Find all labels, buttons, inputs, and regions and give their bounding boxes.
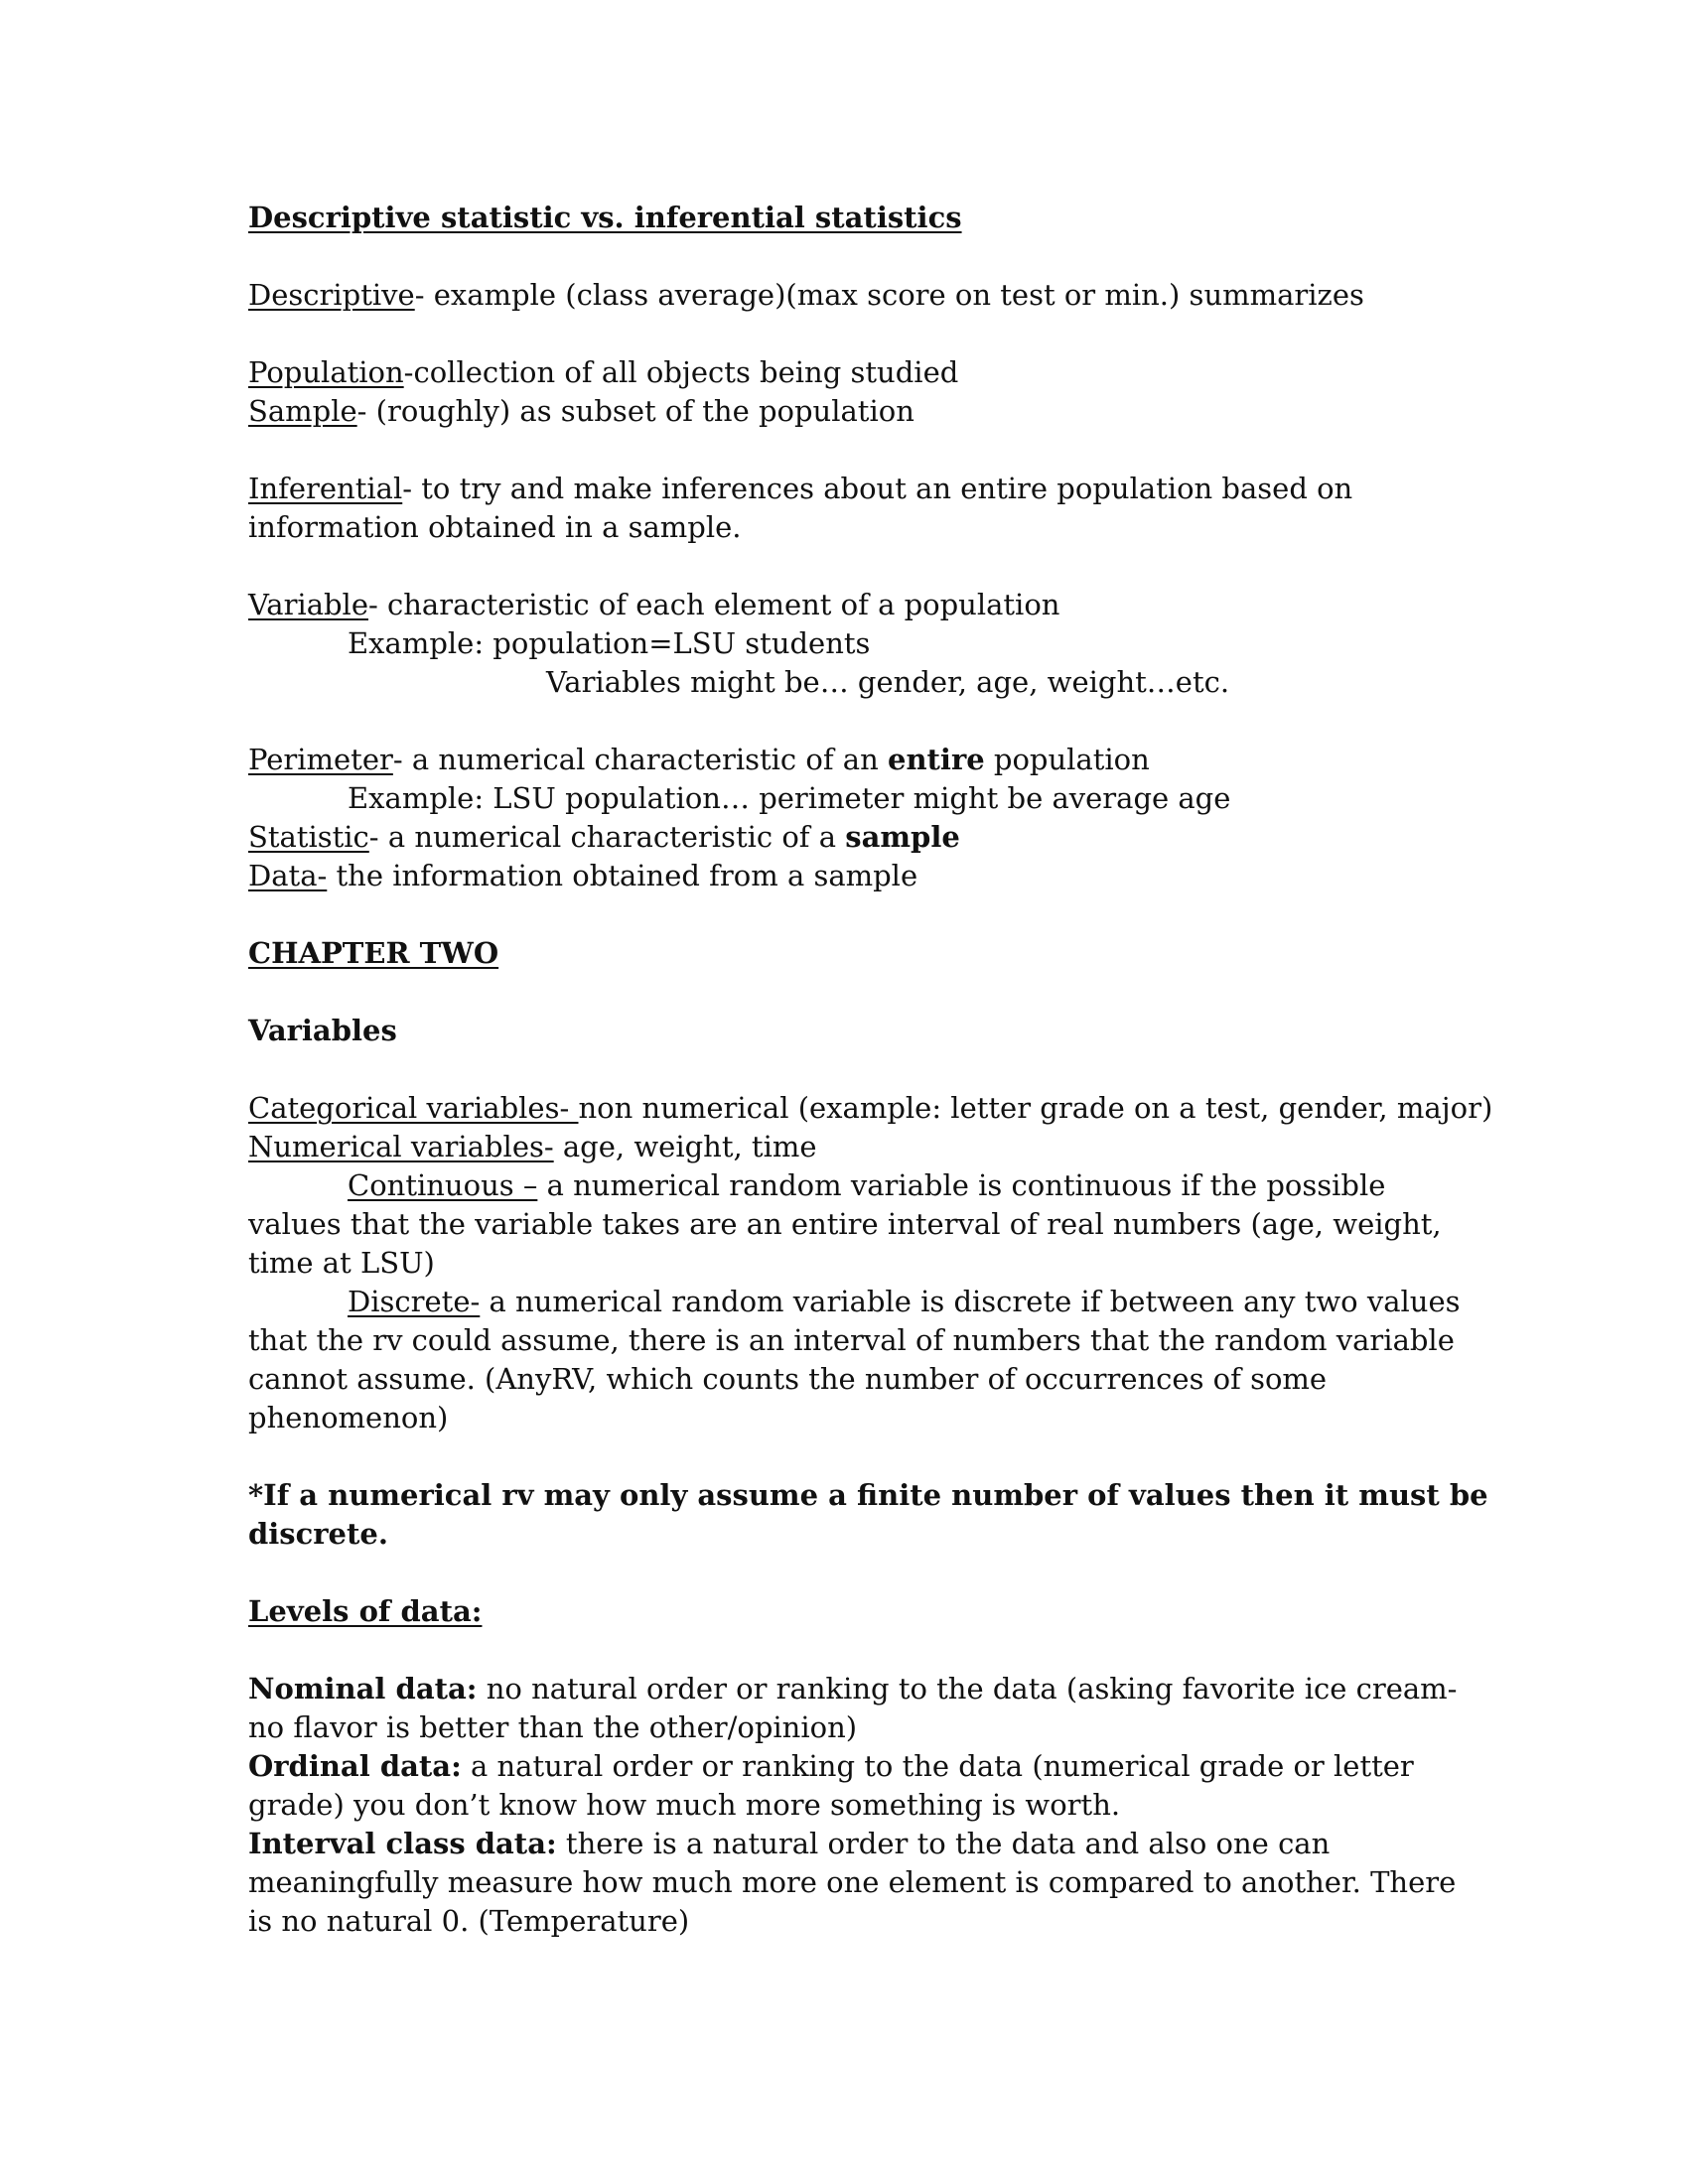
categorical-text: non numerical (example: letter grade on a test, gender, major)	[578, 1091, 1493, 1125]
variable-example-line	[248, 624, 1479, 663]
discrete-term: Discrete-	[348, 1285, 481, 1318]
nominal-line-2	[248, 1708, 1479, 1747]
continuous-line	[248, 1166, 1479, 1205]
discrete-text-2: that the rv could assume, there is an interval of numbers that the random variable	[248, 1323, 1455, 1357]
title-line	[248, 199, 1479, 237]
inferential-text-1: - to try and make inferences about an entire population based on	[402, 472, 1353, 505]
note-text-2: discrete.	[248, 1517, 388, 1551]
variable-text: - characteristic of each element of a population	[368, 588, 1060, 621]
variable-example: Example: population=LSU students	[348, 626, 871, 660]
variable-example-2: Variables might be… gender, age, weight…etc.	[546, 665, 1230, 699]
perimeter-term: Perimeter	[248, 743, 393, 776]
descriptive-line	[248, 276, 1479, 315]
data-text: the information obtained from a sample	[327, 859, 918, 892]
discrete-line-3	[248, 1360, 1479, 1399]
population-text: -collection of all objects being studied	[403, 355, 959, 389]
ordinal-text-2: grade) you don’t know how much more something is worth.	[248, 1788, 1121, 1822]
continuous-line-2	[248, 1205, 1479, 1244]
numerical-term: Numerical variables-	[248, 1130, 554, 1163]
statistic-term: Statistic	[248, 820, 369, 854]
ordinal-line-2	[248, 1786, 1479, 1825]
discrete-line	[248, 1283, 1479, 1321]
perimeter-line	[248, 741, 1479, 779]
continuous-line-3	[248, 1244, 1479, 1283]
variables-heading-line	[248, 1012, 1479, 1050]
continuous-text-3: time at LSU)	[248, 1246, 435, 1280]
numerical-line	[248, 1128, 1479, 1166]
note-line	[248, 1476, 1488, 1515]
variable-term: Variable	[248, 588, 368, 621]
interval-text-1: there is a natural order to the data and also one can	[556, 1827, 1331, 1860]
ordinal-line	[248, 1747, 1479, 1786]
perimeter-bold: entire	[888, 743, 985, 776]
perimeter-example: Example: LSU population… perimeter might be average age	[348, 781, 1231, 815]
interval-line-2	[248, 1863, 1479, 1902]
statistic-line	[248, 818, 1479, 857]
numerical-text: age, weight, time	[553, 1130, 817, 1163]
interval-term: Interval class data:	[248, 1827, 557, 1860]
statistic-bold: sample	[845, 820, 960, 854]
categorical-term: Categorical variables-	[248, 1091, 579, 1125]
levels-heading: Levels of data:	[248, 1594, 483, 1628]
discrete-text-1: a numerical random variable is discrete if between any two values	[480, 1285, 1461, 1318]
statistic-text-before: - a numerical characteristic of a	[368, 820, 846, 854]
nominal-line	[248, 1670, 1479, 1708]
descriptive-term: Descriptive	[248, 278, 415, 312]
perimeter-text-after: population	[984, 743, 1150, 776]
levels-heading-line	[248, 1592, 1479, 1631]
nominal-text-1: no natural order or ranking to the data (asking favorite ice cream-	[477, 1672, 1458, 1706]
categorical-line	[248, 1089, 1493, 1128]
continuous-text-1: a numerical random variable is continuous if the possible	[537, 1168, 1386, 1202]
continuous-term: Continuous –	[348, 1168, 538, 1202]
interval-line	[248, 1825, 1479, 1863]
variable-line	[248, 586, 1479, 624]
interval-text-2: meaningfully measure how much more one element is compared to another. There	[248, 1865, 1457, 1899]
ordinal-term: Ordinal data:	[248, 1749, 462, 1783]
interval-text-3: is no natural 0. (Temperature)	[248, 1904, 690, 1938]
discrete-text-4: phenomenon)	[248, 1401, 449, 1434]
inferential-line	[248, 470, 1479, 508]
inferential-line-2	[248, 508, 1479, 547]
chapter-heading-line	[248, 934, 1479, 973]
perimeter-example-line	[248, 779, 1479, 818]
sample-term: Sample	[248, 394, 357, 428]
perimeter-text-before: - a numerical characteristic of an	[392, 743, 888, 776]
variable-example-line-2	[248, 663, 1479, 702]
population-term: Population	[248, 355, 404, 389]
sample-text: - (roughly) as subset of the population	[356, 394, 914, 428]
document-page	[248, 199, 1493, 1941]
discrete-line-4	[248, 1399, 1479, 1437]
inferential-text-2: information obtained in a sample.	[248, 510, 742, 544]
continuous-text-2: values that the variable takes are an entire interval of real numbers (age, weight,	[248, 1207, 1442, 1241]
sample-line	[248, 392, 1479, 431]
nominal-text-2: no flavor is better than the other/opinion)	[248, 1710, 858, 1744]
data-term: Data-	[248, 859, 328, 892]
page-title: Descriptive statistic vs. inferential statistics	[248, 201, 962, 234]
inferential-term: Inferential	[248, 472, 403, 505]
chapter-heading: CHAPTER TWO	[248, 936, 499, 970]
note-text-1: *If a numerical rv may only assume a finite number of values then it must be	[248, 1478, 1488, 1512]
ordinal-text-1: a natural order or ranking to the data (numerical grade or letter	[461, 1749, 1414, 1783]
nominal-term: Nominal data:	[248, 1672, 478, 1706]
note-line-2	[248, 1515, 1479, 1554]
descriptive-text: - example (class average)(max score on test or min.) summarizes	[414, 278, 1364, 312]
variables-heading: Variables	[248, 1014, 397, 1047]
discrete-line-2	[248, 1321, 1479, 1360]
interval-line-3	[248, 1902, 1479, 1941]
data-line	[248, 857, 1479, 895]
discrete-text-3: cannot assume. (AnyRV, which counts the number of occurrences of some	[248, 1362, 1328, 1396]
population-line	[248, 353, 1479, 392]
